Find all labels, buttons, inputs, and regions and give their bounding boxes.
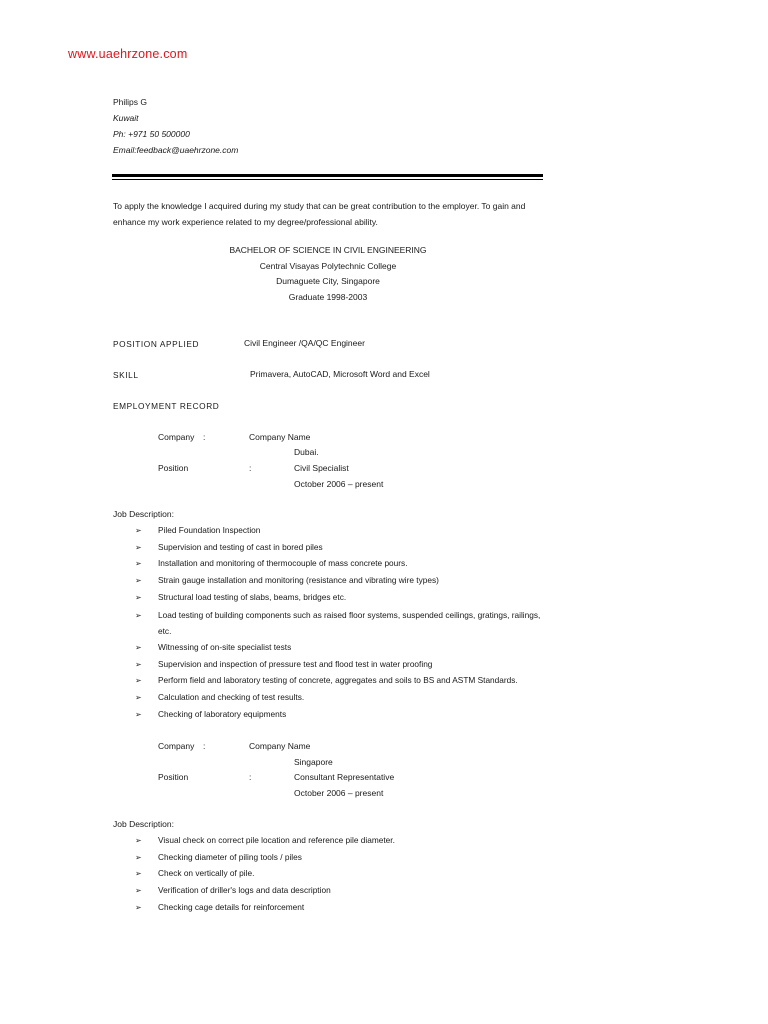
arrow-bullet-icon: ➢ [135,693,142,702]
list-item: ➢ Structural load testing of slabs, beams, bridges etc. [135,591,347,602]
position-label: Position [158,463,189,473]
arrow-bullet-icon: ➢ [135,886,142,896]
header-divider-thick [112,174,543,177]
list-item: ➢ Perform field and laboratory testing of concrete, aggregates and soils to BS and ASTM Standards. [135,675,518,686]
position-applied-value: Civil Engineer /QA/QC Engineer [244,338,365,348]
company-label: Company [158,432,195,442]
candidate-email: Email:feedback@uaehrzone.com [113,145,239,155]
arrow-bullet-icon: ➢ [135,542,142,552]
position-title: Civil Specialist [294,463,349,473]
list-item: ➢ Verification of driller's logs and data description [135,885,331,896]
job-description-label: Job Description: [113,509,174,519]
education-city: Dumaguete City, Singapore [276,276,380,286]
arrow-bullet-icon: ➢ [135,642,142,652]
list-item: ➢ Supervision and inspection of pressure test and flood test in water proofing [135,658,433,669]
job-duties-list [135,835,545,913]
list-item: ➢ Checking cage details for reinforcement [135,901,305,912]
employment-dates: October 2006 – present [294,479,384,489]
skill-label: SKILL [113,370,139,380]
list-item: ➢ Visual check on correct pile location and reference pile diameter. [135,835,395,845]
list-item: ➢ Check on vertically of pile. [135,868,255,879]
arrow-bullet-icon: ➢ [135,559,142,569]
company-name: Company Name [249,741,311,751]
list-item: ➢ Calculation and checking of test results. [135,692,305,702]
job-description-label: Job Description: [113,819,174,829]
arrow-bullet-icon: ➢ [135,526,142,535]
company-label: Company [158,741,195,751]
arrow-bullet-icon: ➢ [135,659,142,669]
arrow-bullet-icon: ➢ [135,852,142,862]
list-item: ➢ Checking diameter of piling tools / piles [135,851,302,862]
website-link[interactable]: www.uaehrzone.com [68,47,188,61]
list-item: ➢ Witnessing of on-site specialist tests [135,641,292,652]
position-colon: : [249,772,252,782]
list-item: ➢ Supervision and testing of cast in bored piles [135,541,323,552]
arrow-bullet-icon: ➢ [135,576,142,586]
arrow-bullet-icon: ➢ [135,611,142,621]
employment-dates: October 2006 – present [294,788,384,798]
education-college: Central Visayas Polytechnic College [259,261,397,271]
list-item: ➢ Checking of laboratory equipments [135,708,287,719]
header-divider-thin [112,179,543,180]
employment-record-label: EMPLOYMENT RECORD [113,401,220,411]
company-location: Singapore [294,757,333,767]
candidate-location: Kuwait [113,113,139,123]
skill-value: Primavera, AutoCAD, Microsoft Word and Excel [250,369,430,379]
arrow-bullet-icon: ➢ [135,676,142,686]
company-location: Dubai. [294,447,319,457]
position-colon: : [249,463,252,473]
position-title: Consultant Representative [294,772,395,782]
company-colon: : [203,432,206,442]
candidate-phone: Ph: +971 50 500000 [113,129,190,139]
education-graduate: Graduate 1998-2003 [288,292,368,302]
education-degree: BACHELOR OF SCIENCE IN CIVIL ENGINEERING [229,245,427,255]
arrow-bullet-icon: ➢ [135,902,142,912]
list-item: ➢ Load testing of building components such as raised floor systems, suspended ceilings, gratings, railings, etc. [135,610,541,636]
candidate-name: Philips G [113,97,148,107]
arrow-bullet-icon: ➢ [135,836,142,845]
list-item: ➢ Installation and monitoring of thermocouple of mass concrete pours. [135,558,408,569]
objective-text: To apply the knowledge I acquired during my study that can be great contribution to the employer. To gain and enhance my work experience related to my degree/professional ability. [113,201,526,227]
position-label: Position [158,772,189,782]
company-name: Company Name [249,432,311,442]
arrow-bullet-icon: ➢ [135,869,142,879]
list-item: ➢ Strain gauge installation and monitoring (resistance and vibrating wire types) [135,575,439,586]
list-item: ➢ Piled Foundation Inspection [135,525,261,535]
position-applied-label: POSITION APPLIED [113,339,200,349]
job-duties-list [135,525,545,720]
arrow-bullet-icon: ➢ [135,709,142,719]
company-colon: : [203,741,206,751]
arrow-bullet-icon: ➢ [135,592,142,602]
